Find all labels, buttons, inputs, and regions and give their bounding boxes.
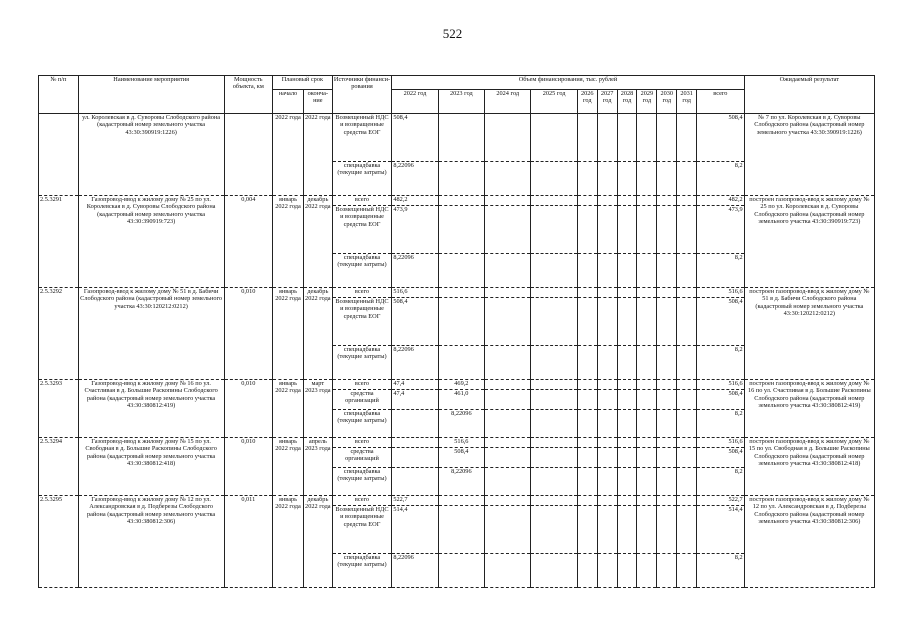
value-empty (637, 438, 657, 448)
header-start: начало (273, 90, 304, 114)
row-number: 2.5.3291 (39, 196, 79, 288)
value-2022: 47,4 (392, 390, 438, 410)
value-empty (577, 206, 597, 254)
value-empty (617, 506, 637, 554)
value-total: 473,9 (697, 206, 745, 254)
value-total: 8,2 (697, 254, 745, 288)
value-empty (485, 114, 531, 162)
header-year: 2024 год (485, 90, 531, 114)
value-empty (657, 410, 677, 438)
value-empty (677, 496, 697, 506)
value-2023: 516,6 (438, 438, 484, 448)
start-date: январь 2022 года (273, 196, 304, 288)
expected-result: построен газопровод-ввод к жилому дому № 25 по ул. Королевская в д. Суворовы Слободского района (кадастровый номер земельного участка 43:30:390919:723) (744, 196, 874, 288)
value-total: 516,6 (697, 380, 745, 390)
start-date: 2022 года (273, 114, 304, 196)
value-2023 (438, 254, 484, 288)
expected-result: № 7 по ул. Королевская в д. Суворовы Слободского района (кадастровый номер земельного участка 43:30:390919:1226) (744, 114, 874, 196)
value-empty (677, 390, 697, 410)
value-2022 (392, 448, 438, 468)
start-date: январь 2022 года (273, 380, 304, 438)
measure-name: Газопровод-ввод к жилому дому № 25 по ул. Королевская в д. Суворовы Слободского района (кадастровый номер земельного участка 43:30:390919:723) (78, 196, 224, 288)
value-2023 (438, 206, 484, 254)
end-date: март 2023 года (303, 380, 332, 438)
value-2023: 469,2 (438, 380, 484, 390)
value-empty (657, 254, 677, 288)
value-empty (677, 410, 697, 438)
value-2023 (438, 506, 484, 554)
value-empty (577, 298, 597, 346)
end-date: декабрь 2022 года (303, 196, 332, 288)
value-empty (617, 448, 637, 468)
end-date: апрель 2023 года (303, 438, 332, 496)
value-empty (657, 506, 677, 554)
value-empty (597, 410, 617, 438)
value-empty (617, 468, 637, 496)
value-2022: 516,6 (392, 288, 438, 298)
value-empty (577, 554, 597, 588)
value-empty (531, 162, 577, 196)
start-date: январь 2022 года (273, 438, 304, 496)
value-empty (531, 496, 577, 506)
value-empty (485, 298, 531, 346)
value-empty (657, 288, 677, 298)
funding-source: всего (332, 496, 392, 506)
value-empty (657, 298, 677, 346)
value-empty (597, 438, 617, 448)
value-2022 (392, 410, 438, 438)
value-empty (677, 506, 697, 554)
value-empty (531, 448, 577, 468)
value-2023: 8,22096 (438, 410, 484, 438)
value-empty (657, 380, 677, 390)
value-empty (657, 448, 677, 468)
expected-result: построен газопровод-ввод к жилому дому № 51 в д. Бабичи Слободского района (кадастровый номер земельного участка 43:30:120212:0212) (744, 288, 874, 380)
value-empty (597, 196, 617, 206)
value-empty (531, 554, 577, 588)
value-empty (617, 288, 637, 298)
capacity-value: 0,004 (224, 196, 273, 288)
header-num: № п/п (39, 76, 79, 114)
value-empty (577, 288, 597, 298)
value-empty (637, 288, 657, 298)
value-empty (597, 390, 617, 410)
value-empty (637, 114, 657, 162)
capacity-value: 0,010 (224, 288, 273, 380)
header-capacity: Мощность объекта, км (224, 76, 273, 114)
table-row (39, 380, 875, 390)
value-empty (677, 380, 697, 390)
value-empty (597, 380, 617, 390)
value-empty (577, 346, 597, 380)
value-empty (485, 390, 531, 410)
value-empty (677, 288, 697, 298)
value-empty (531, 390, 577, 410)
value-empty (485, 554, 531, 588)
value-empty (637, 162, 657, 196)
measure-name: Газопровод-ввод к жилому дому № 15 по ул. Свободная в д. Большие Раскопины Слободского района (кадастровый номер земельного участка 43:30:380812:418) (78, 438, 224, 496)
header-total: всего (697, 90, 745, 114)
value-2022: 508,4 (392, 114, 438, 162)
value-empty (531, 438, 577, 448)
funding-source: спецнадбавка (текущие затраты) (332, 346, 392, 380)
value-empty (485, 496, 531, 506)
value-empty (485, 196, 531, 206)
capacity-value (224, 114, 273, 196)
value-total: 8,2 (697, 554, 745, 588)
capacity-value: 0,011 (224, 496, 273, 588)
value-empty (617, 346, 637, 380)
value-total: 516,6 (697, 288, 745, 298)
value-empty (677, 114, 697, 162)
value-empty (531, 114, 577, 162)
expected-result: построен газопровод-ввод к жилому дому № 16 по ул. Счастливая в д. Большие Раскопины Слободского района (кадастровый номер земельного участка 43:30:380812:419) (744, 380, 874, 438)
header-end: оконча- ние (303, 90, 332, 114)
funding-source: спецнадбавка (текущие затраты) (332, 254, 392, 288)
capacity-value: 0,010 (224, 380, 273, 438)
value-empty (637, 410, 657, 438)
value-empty (677, 162, 697, 196)
header-year: 2022 год (392, 90, 438, 114)
value-empty (617, 410, 637, 438)
value-empty (677, 206, 697, 254)
value-empty (597, 254, 617, 288)
expected-result: построен газопровод-ввод к жилому дому № 12 по ул. Александровская в д. Подберезы Слободского района (кадастровый номер земельного участка 43:30:380812:306) (744, 496, 874, 588)
header-year: 2031 год (677, 90, 697, 114)
funding-table (38, 75, 875, 588)
value-2023 (438, 496, 484, 506)
header-name: Наименование мероприятия (78, 76, 224, 114)
value-empty (677, 298, 697, 346)
funding-source: всего (332, 438, 392, 448)
value-empty (485, 162, 531, 196)
funding-source: Возмещенный НДС и возвращенные средства ЕОГ (332, 298, 392, 346)
value-2023 (438, 298, 484, 346)
value-2022: 47,4 (392, 380, 438, 390)
value-2022: 8,22096 (392, 254, 438, 288)
value-2023 (438, 346, 484, 380)
measure-name: Газопровод-ввод к жилому дому № 16 по ул. Счастливая в д. Большие Раскопины Слободского района (кадастровый номер земельного участка 43:30:380812:419) (78, 380, 224, 438)
funding-source: всего (332, 196, 392, 206)
header-year: 2029 год (637, 90, 657, 114)
start-date: январь 2022 года (273, 288, 304, 380)
funding-source: Возмещенный НДС и возвращенные средства ЕОГ (332, 206, 392, 254)
value-empty (531, 254, 577, 288)
table-row (39, 288, 875, 298)
value-empty (531, 206, 577, 254)
header-sources: Источники финанси- рования (332, 76, 392, 114)
header-planned-term: Плановый срок (273, 76, 333, 90)
value-empty (617, 298, 637, 346)
value-empty (617, 496, 637, 506)
value-2023 (438, 114, 484, 162)
value-empty (485, 506, 531, 554)
header-year: 2030 год (657, 90, 677, 114)
value-empty (657, 346, 677, 380)
value-empty (577, 162, 597, 196)
value-2023 (438, 196, 484, 206)
value-empty (617, 554, 637, 588)
value-total: 516,6 (697, 438, 745, 448)
expected-result: построен газопровод-ввод к жилому дому № 15 по ул. Свободная в д. Большие Раскопины Слободского района (кадастровый номер земельного участка 43:30:380812:418) (744, 438, 874, 496)
value-empty (657, 468, 677, 496)
value-empty (637, 254, 657, 288)
value-empty (597, 554, 617, 588)
page-number: 522 (442, 26, 463, 41)
header-year: 2025 год (531, 90, 577, 114)
end-date: декабрь 2022 года (303, 496, 332, 588)
value-total: 514,4 (697, 506, 745, 554)
value-2023: 508,4 (438, 448, 484, 468)
value-empty (577, 114, 597, 162)
value-empty (597, 162, 617, 196)
value-empty (577, 468, 597, 496)
header-year: 2026 год (577, 90, 597, 114)
value-empty (657, 554, 677, 588)
measure-name: ул. Королевская в д. Суворовы Слободского района (кадастровый номер земельного участка 43:30:390919:1226) (78, 114, 224, 196)
value-empty (531, 506, 577, 554)
funding-source: спецнадбавка (текущие затраты) (332, 162, 392, 196)
value-total: 508,4 (697, 390, 745, 410)
value-2023 (438, 162, 484, 196)
value-empty (485, 380, 531, 390)
table-row (39, 196, 875, 206)
value-empty (657, 162, 677, 196)
value-empty (657, 390, 677, 410)
header-funding: Объем финансирования, тыс. рублей (392, 76, 744, 90)
funding-source: спецнадбавка (текущие затраты) (332, 554, 392, 588)
value-empty (577, 438, 597, 448)
value-2022: 8,22096 (392, 346, 438, 380)
value-empty (531, 468, 577, 496)
value-empty (637, 390, 657, 410)
row-number (39, 114, 79, 196)
value-empty (677, 346, 697, 380)
value-empty (637, 496, 657, 506)
header-result: Ожидаемый результат (744, 76, 874, 114)
value-2022 (392, 468, 438, 496)
value-empty (531, 196, 577, 206)
funding-source: Возмещенный НДС и возвращенные средства ЕОГ (332, 506, 392, 554)
value-total: 508,4 (697, 448, 745, 468)
table-row (39, 496, 875, 506)
value-empty (637, 468, 657, 496)
funding-source: спецнадбавка (текущие затраты) (332, 468, 392, 496)
value-empty (485, 448, 531, 468)
value-empty (677, 554, 697, 588)
header-year: 2023 год (438, 90, 484, 114)
value-empty (617, 196, 637, 206)
value-total: 522,7 (697, 496, 745, 506)
value-empty (617, 438, 637, 448)
funding-source: всего (332, 288, 392, 298)
value-empty (485, 288, 531, 298)
row-number: 2.5.3293 (39, 380, 79, 438)
value-empty (597, 448, 617, 468)
value-empty (485, 438, 531, 448)
value-empty (597, 288, 617, 298)
value-empty (485, 254, 531, 288)
value-empty (577, 254, 597, 288)
value-empty (637, 554, 657, 588)
value-empty (677, 254, 697, 288)
value-empty (597, 346, 617, 380)
value-2022: 473,9 (392, 206, 438, 254)
header-year: 2027 год (597, 90, 617, 114)
value-empty (617, 114, 637, 162)
value-empty (597, 298, 617, 346)
value-empty (617, 390, 637, 410)
value-empty (577, 196, 597, 206)
value-2022: 8,22096 (392, 554, 438, 588)
funding-source: спецнадбавка (текущие затраты) (332, 410, 392, 438)
value-empty (637, 448, 657, 468)
value-empty (637, 506, 657, 554)
value-empty (531, 380, 577, 390)
value-empty (577, 496, 597, 506)
header-year: 2028 год (617, 90, 637, 114)
funding-source: Возмещенный НДС и возвращенные средства ЕОГ (332, 114, 392, 162)
table-row (39, 438, 875, 448)
value-empty (485, 410, 531, 438)
value-empty (531, 298, 577, 346)
value-empty (617, 206, 637, 254)
value-empty (677, 196, 697, 206)
value-2023 (438, 288, 484, 298)
value-empty (485, 346, 531, 380)
value-empty (637, 206, 657, 254)
value-empty (597, 468, 617, 496)
value-empty (677, 448, 697, 468)
value-empty (597, 114, 617, 162)
value-total: 8,2 (697, 346, 745, 380)
value-empty (637, 196, 657, 206)
value-empty (485, 206, 531, 254)
funding-source: средства организаций (332, 390, 392, 410)
value-empty (577, 390, 597, 410)
row-number: 2.5.3292 (39, 288, 79, 380)
value-empty (677, 438, 697, 448)
value-2022 (392, 438, 438, 448)
value-empty (485, 468, 531, 496)
value-empty (597, 506, 617, 554)
value-2022: 522,7 (392, 496, 438, 506)
table-row (39, 114, 875, 162)
value-2022: 8,22096 (392, 162, 438, 196)
value-empty (577, 380, 597, 390)
funding-source: всего (332, 380, 392, 390)
value-empty (657, 496, 677, 506)
value-total: 508,4 (697, 114, 745, 162)
value-total: 8,2 (697, 468, 745, 496)
value-empty (657, 438, 677, 448)
value-total: 8,2 (697, 162, 745, 196)
value-empty (577, 448, 597, 468)
value-empty (657, 196, 677, 206)
value-empty (531, 346, 577, 380)
row-number: 2.5.3294 (39, 438, 79, 496)
capacity-value: 0,010 (224, 438, 273, 496)
value-2023 (438, 554, 484, 588)
value-2022: 482,2 (392, 196, 438, 206)
value-2022: 508,4 (392, 298, 438, 346)
value-empty (637, 346, 657, 380)
value-empty (531, 410, 577, 438)
value-2022: 514,4 (392, 506, 438, 554)
value-empty (617, 162, 637, 196)
funding-source: средства организаций (332, 448, 392, 468)
start-date: январь 2022 года (273, 496, 304, 588)
value-2023: 461,0 (438, 390, 484, 410)
value-empty (677, 468, 697, 496)
value-total: 8,2 (697, 410, 745, 438)
value-empty (577, 410, 597, 438)
value-total: 482,2 (697, 196, 745, 206)
end-date: декабрь 2022 года (303, 288, 332, 380)
value-empty (617, 380, 637, 390)
end-date: 2022 года (303, 114, 332, 196)
measure-name: Газопровод-ввод к жилому дому № 12 по ул. Александровская в д. Подберезы Слободского района (кадастровый номер земельного участка 43:30:380812:306) (78, 496, 224, 588)
value-2023: 8,22096 (438, 468, 484, 496)
value-empty (637, 380, 657, 390)
row-number: 2.5.3295 (39, 496, 79, 588)
value-empty (617, 254, 637, 288)
value-empty (657, 206, 677, 254)
value-empty (597, 206, 617, 254)
value-empty (597, 496, 617, 506)
value-empty (657, 114, 677, 162)
value-empty (531, 288, 577, 298)
value-empty (637, 298, 657, 346)
value-total: 508,4 (697, 298, 745, 346)
measure-name: Газопровод-ввод к жилому дому № 51 в д. Бабичи Слободского района (кадастровый номер земельного участка 43:30:120212:0212) (78, 288, 224, 380)
value-empty (577, 506, 597, 554)
